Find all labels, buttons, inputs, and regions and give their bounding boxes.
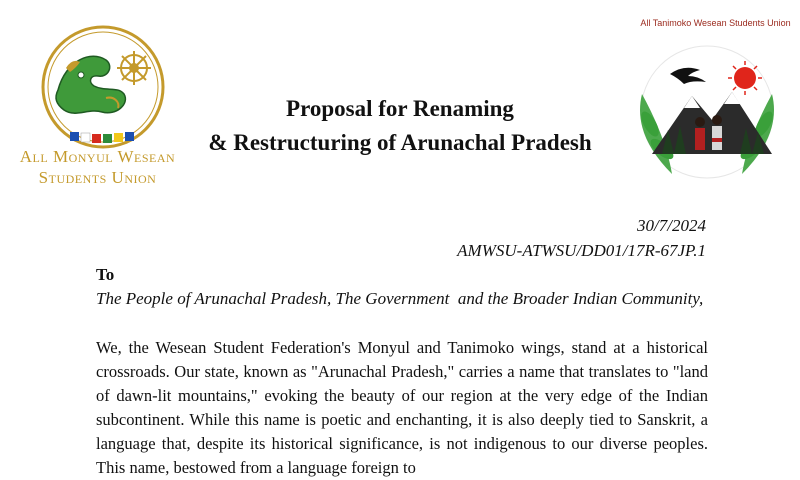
left-union-name [0,146,195,188]
left-union-name-line1: All Monyul Wesean [19,147,176,166]
title-line2: & Restructuring of Arunachal Pradesh [208,130,592,155]
right-union-name: All Tanimoko Wesean Students Union [640,18,791,28]
mountain-figures-emblem-icon [622,34,792,194]
recipient-line: The People of Arunachal Pradesh, The Government and the Broader Indian Community, [96,289,704,308]
title-line1: Proposal for Renaming [286,96,514,121]
document-title [200,92,600,160]
body-paragraph: We, the Wesean Student Federation's Monyul and Tanimoko wings, stand at a historical crossroads. Our state, known as "Arunachal Pradesh," carries a name that translates to "land of dawn-lit mountains," evoking the beauty of our region at the very edge of the Indian subcontinent. While this name is poetic and enchanting, it is also deeply tied to Sanskrit, a language that, despite its historical significance, is not indigenous to our diverse peoples. This name, bestowed from a language foreign to [96,338,708,477]
left-union-name-line2: Students Union [38,168,157,187]
dragon-emblem-icon [36,20,171,155]
document-date: 30/7/2024 [637,216,706,235]
salutation-to: To [96,265,115,284]
reference-number: AMWSU-ATWSU/DD01/17R-67JP.1 [457,241,706,260]
tanimoko-union-logo [622,34,792,194]
